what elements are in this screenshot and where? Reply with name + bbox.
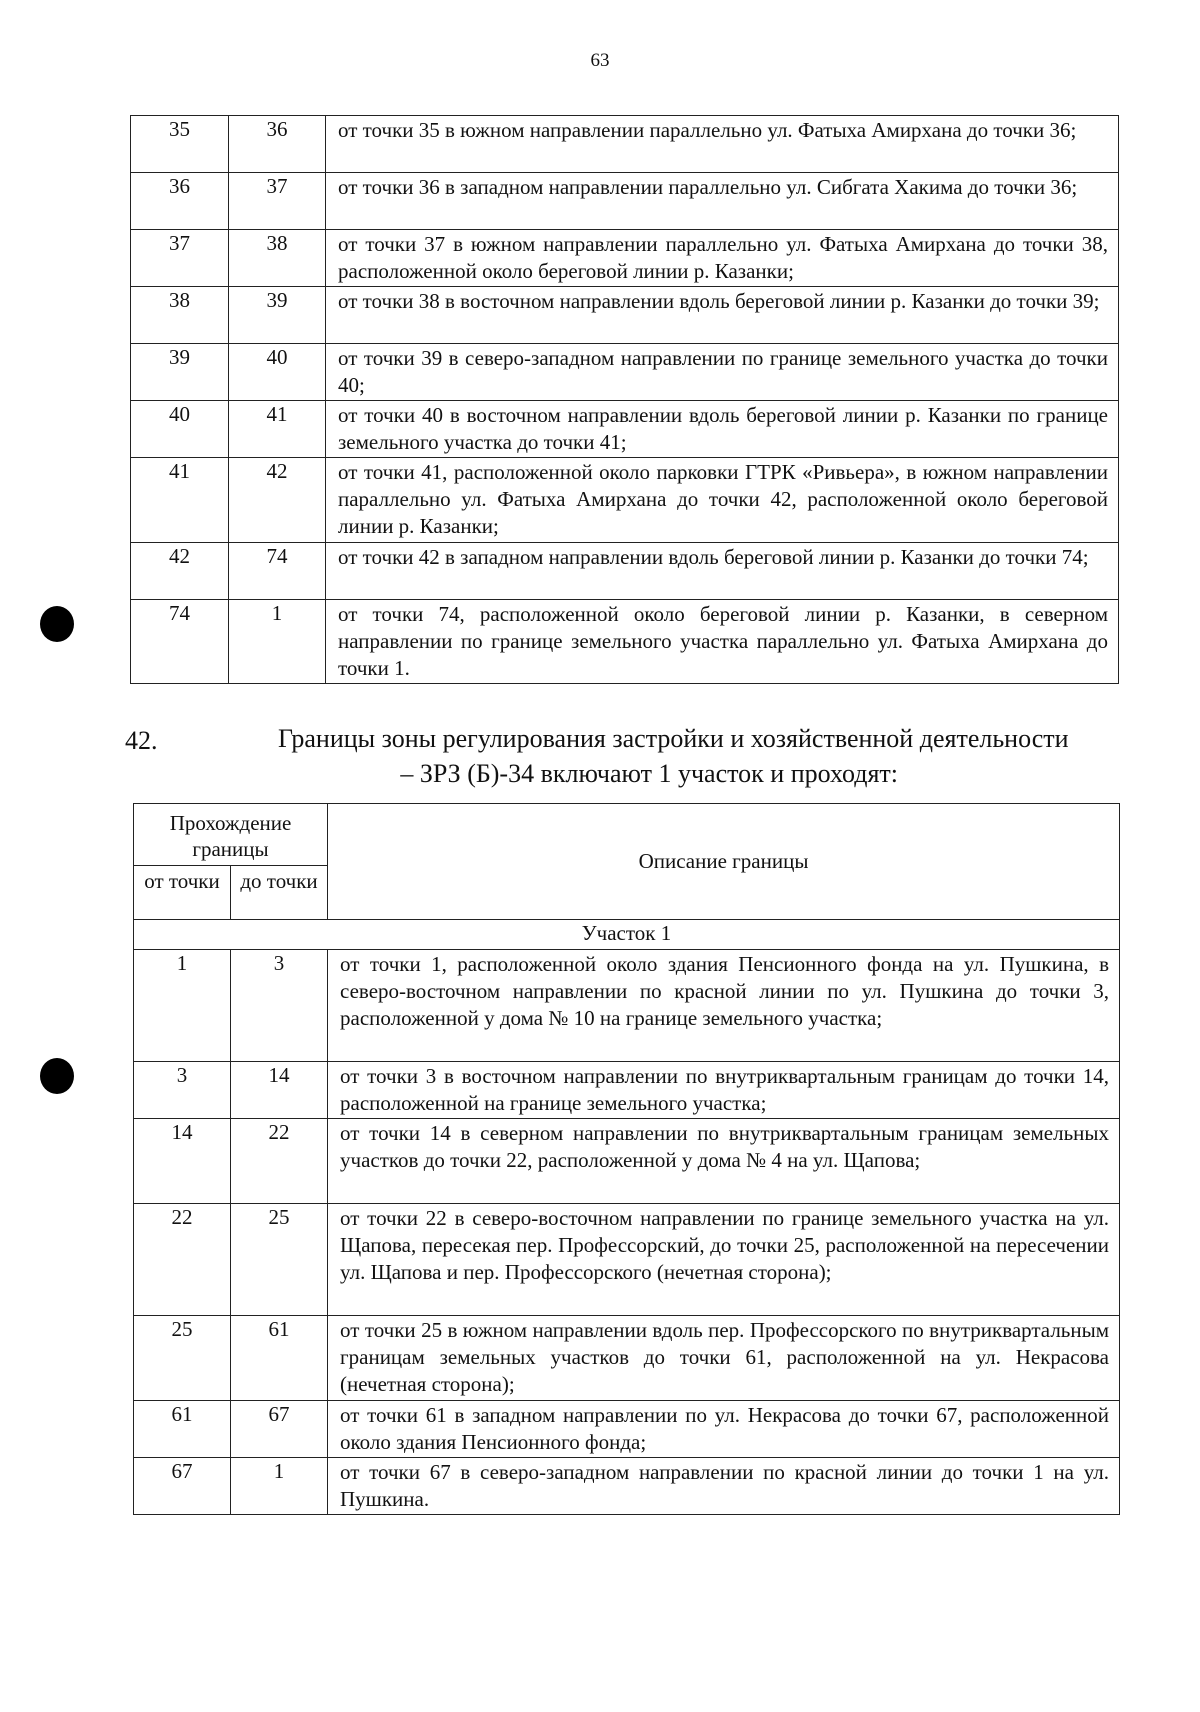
punch-hole-top xyxy=(40,606,74,642)
to-point: 38 xyxy=(229,230,326,287)
boundary-description: от точки 39 в северо-западном направлении по границе земельного участка до точки 40; xyxy=(326,344,1119,401)
from-point: 39 xyxy=(131,344,229,401)
table-row xyxy=(131,543,1119,600)
boundary-description: от точки 40 в восточном направлении вдоль береговой линии р. Казанки по границе земельного участка до точки 41; xyxy=(326,401,1119,458)
boundary-description: от точки 22 в северо-восточном направлении по границе земельного участка на ул. Щапова, пересекая пер. Профессорский, до точки 25, расположенной на пересечении ул. Щапова и пер. Профессорского (нечетная сторона); xyxy=(328,1204,1120,1316)
table-row xyxy=(134,1204,1120,1316)
from-point: 61 xyxy=(134,1401,231,1458)
section-title-line-1: Границы зоны регулирования застройки и хозяйственной деятельности xyxy=(278,724,1069,753)
boundary-description: от точки 14 в северном направлении по внутриквартальным границам земельных участков до точки 22, расположенной у дома № 4 на ул. Щапова; xyxy=(328,1119,1120,1204)
from-point: 74 xyxy=(131,600,229,684)
table-row xyxy=(131,287,1119,344)
section-number: 42. xyxy=(125,726,158,755)
boundary-description: от точки 25 в южном направлении вдоль пер. Профессорского по внутриквартальным границам земельных участков до точки 61, расположенной на ул. Некрасова (нечетная сторона); xyxy=(328,1316,1120,1401)
boundary-table-continued xyxy=(130,115,1119,684)
to-point: 1 xyxy=(229,600,326,684)
from-point: 3 xyxy=(134,1062,231,1119)
to-point: 1 xyxy=(231,1458,328,1515)
table-header-row xyxy=(134,804,1120,866)
section-row xyxy=(134,920,1120,950)
table-row xyxy=(134,1119,1120,1204)
table-row xyxy=(134,1062,1120,1119)
table-row xyxy=(131,344,1119,401)
table-row xyxy=(134,1401,1120,1458)
from-point: 67 xyxy=(134,1458,231,1515)
boundary-description: от точки 67 в северо-западном направлении по красной линии до точки 1 на ул. Пушкина. xyxy=(328,1458,1120,1515)
plot-label: Участок 1 xyxy=(134,920,1120,950)
from-point: 25 xyxy=(134,1316,231,1401)
from-point: 40 xyxy=(131,401,229,458)
to-point: 3 xyxy=(231,950,328,1062)
table-row xyxy=(131,116,1119,173)
from-point: 38 xyxy=(131,287,229,344)
boundary-description: от точки 42 в западном направлении вдоль береговой линии р. Казанки до точки 74; xyxy=(326,543,1119,600)
to-point: 39 xyxy=(229,287,326,344)
to-point: 22 xyxy=(231,1119,328,1204)
boundary-description: от точки 3 в восточном направлении по внутриквартальным границам до точки 14, расположенной на границе земельного участка; xyxy=(328,1062,1120,1119)
to-point: 40 xyxy=(229,344,326,401)
from-point: 36 xyxy=(131,173,229,230)
boundary-description: от точки 61 в западном направлении по ул. Некрасова до точки 67, расположенной около здания Пенсионного фонда; xyxy=(328,1401,1120,1458)
page-number: 63 xyxy=(590,50,610,71)
to-point: 67 xyxy=(231,1401,328,1458)
to-point: 36 xyxy=(229,116,326,173)
to-point: 14 xyxy=(231,1062,328,1119)
column-header-description: Описание границы xyxy=(328,804,1120,920)
boundary-description: от точки 41, расположенной около парковки ГТРК «Ривьера», в южном направлении параллельно ул. Фатыха Амирхана до точки 42, расположенной около береговой линии р. Казанки; xyxy=(326,458,1119,543)
column-header-to: до точки xyxy=(231,866,328,920)
boundary-description: от точки 1, расположенной около здания Пенсионного фонда на ул. Пушкина, в северо-восточном направлении по красной линии по ул. Пушкина до точки 3, расположенной у дома № 10 на границе земельного участка; xyxy=(328,950,1120,1062)
table-row xyxy=(131,230,1119,287)
to-point: 61 xyxy=(231,1316,328,1401)
table-row xyxy=(134,1458,1120,1515)
from-point: 1 xyxy=(134,950,231,1062)
section-title-line-2 xyxy=(0,757,1060,791)
to-point: 74 xyxy=(229,543,326,600)
from-point: 35 xyxy=(131,116,229,173)
from-point: 41 xyxy=(131,458,229,543)
table-row xyxy=(131,173,1119,230)
boundary-description: от точки 37 в южном направлении параллельно ул. Фатыха Амирхана до точки 38, расположенной около береговой линии р. Казанки; xyxy=(326,230,1119,287)
table-row xyxy=(131,458,1119,543)
boundary-description: от точки 38 в восточном направлении вдоль береговой линии р. Казанки до точки 39; xyxy=(326,287,1119,344)
column-header-from: от точки xyxy=(134,866,231,920)
to-point: 37 xyxy=(229,173,326,230)
section-title-line-2-text: – ЗРЗ (Б)-34 включают 1 участок и проходят: xyxy=(400,759,898,788)
from-point: 37 xyxy=(131,230,229,287)
boundary-description: от точки 74, расположенной около береговой линии р. Казанки, в северном направлении по границе земельного участка параллельно ул. Фатыха Амирхана до точки 1. xyxy=(326,600,1119,684)
table-row xyxy=(131,401,1119,458)
column-group-header: Прохождение границы xyxy=(134,804,328,866)
to-point: 25 xyxy=(231,1204,328,1316)
table-row xyxy=(131,600,1119,684)
from-point: 42 xyxy=(131,543,229,600)
boundary-description: от точки 36 в западном направлении параллельно ул. Сибгата Хакима до точки 36; xyxy=(326,173,1119,230)
to-point: 42 xyxy=(229,458,326,543)
from-point: 14 xyxy=(134,1119,231,1204)
from-point: 22 xyxy=(134,1204,231,1316)
to-point: 41 xyxy=(229,401,326,458)
boundary-description: от точки 35 в южном направлении параллельно ул. Фатыха Амирхана до точки 36; xyxy=(326,116,1119,173)
table-row xyxy=(134,1316,1120,1401)
punch-hole-bottom xyxy=(40,1058,74,1094)
boundary-table xyxy=(133,803,1120,1515)
table-row xyxy=(134,950,1120,1062)
